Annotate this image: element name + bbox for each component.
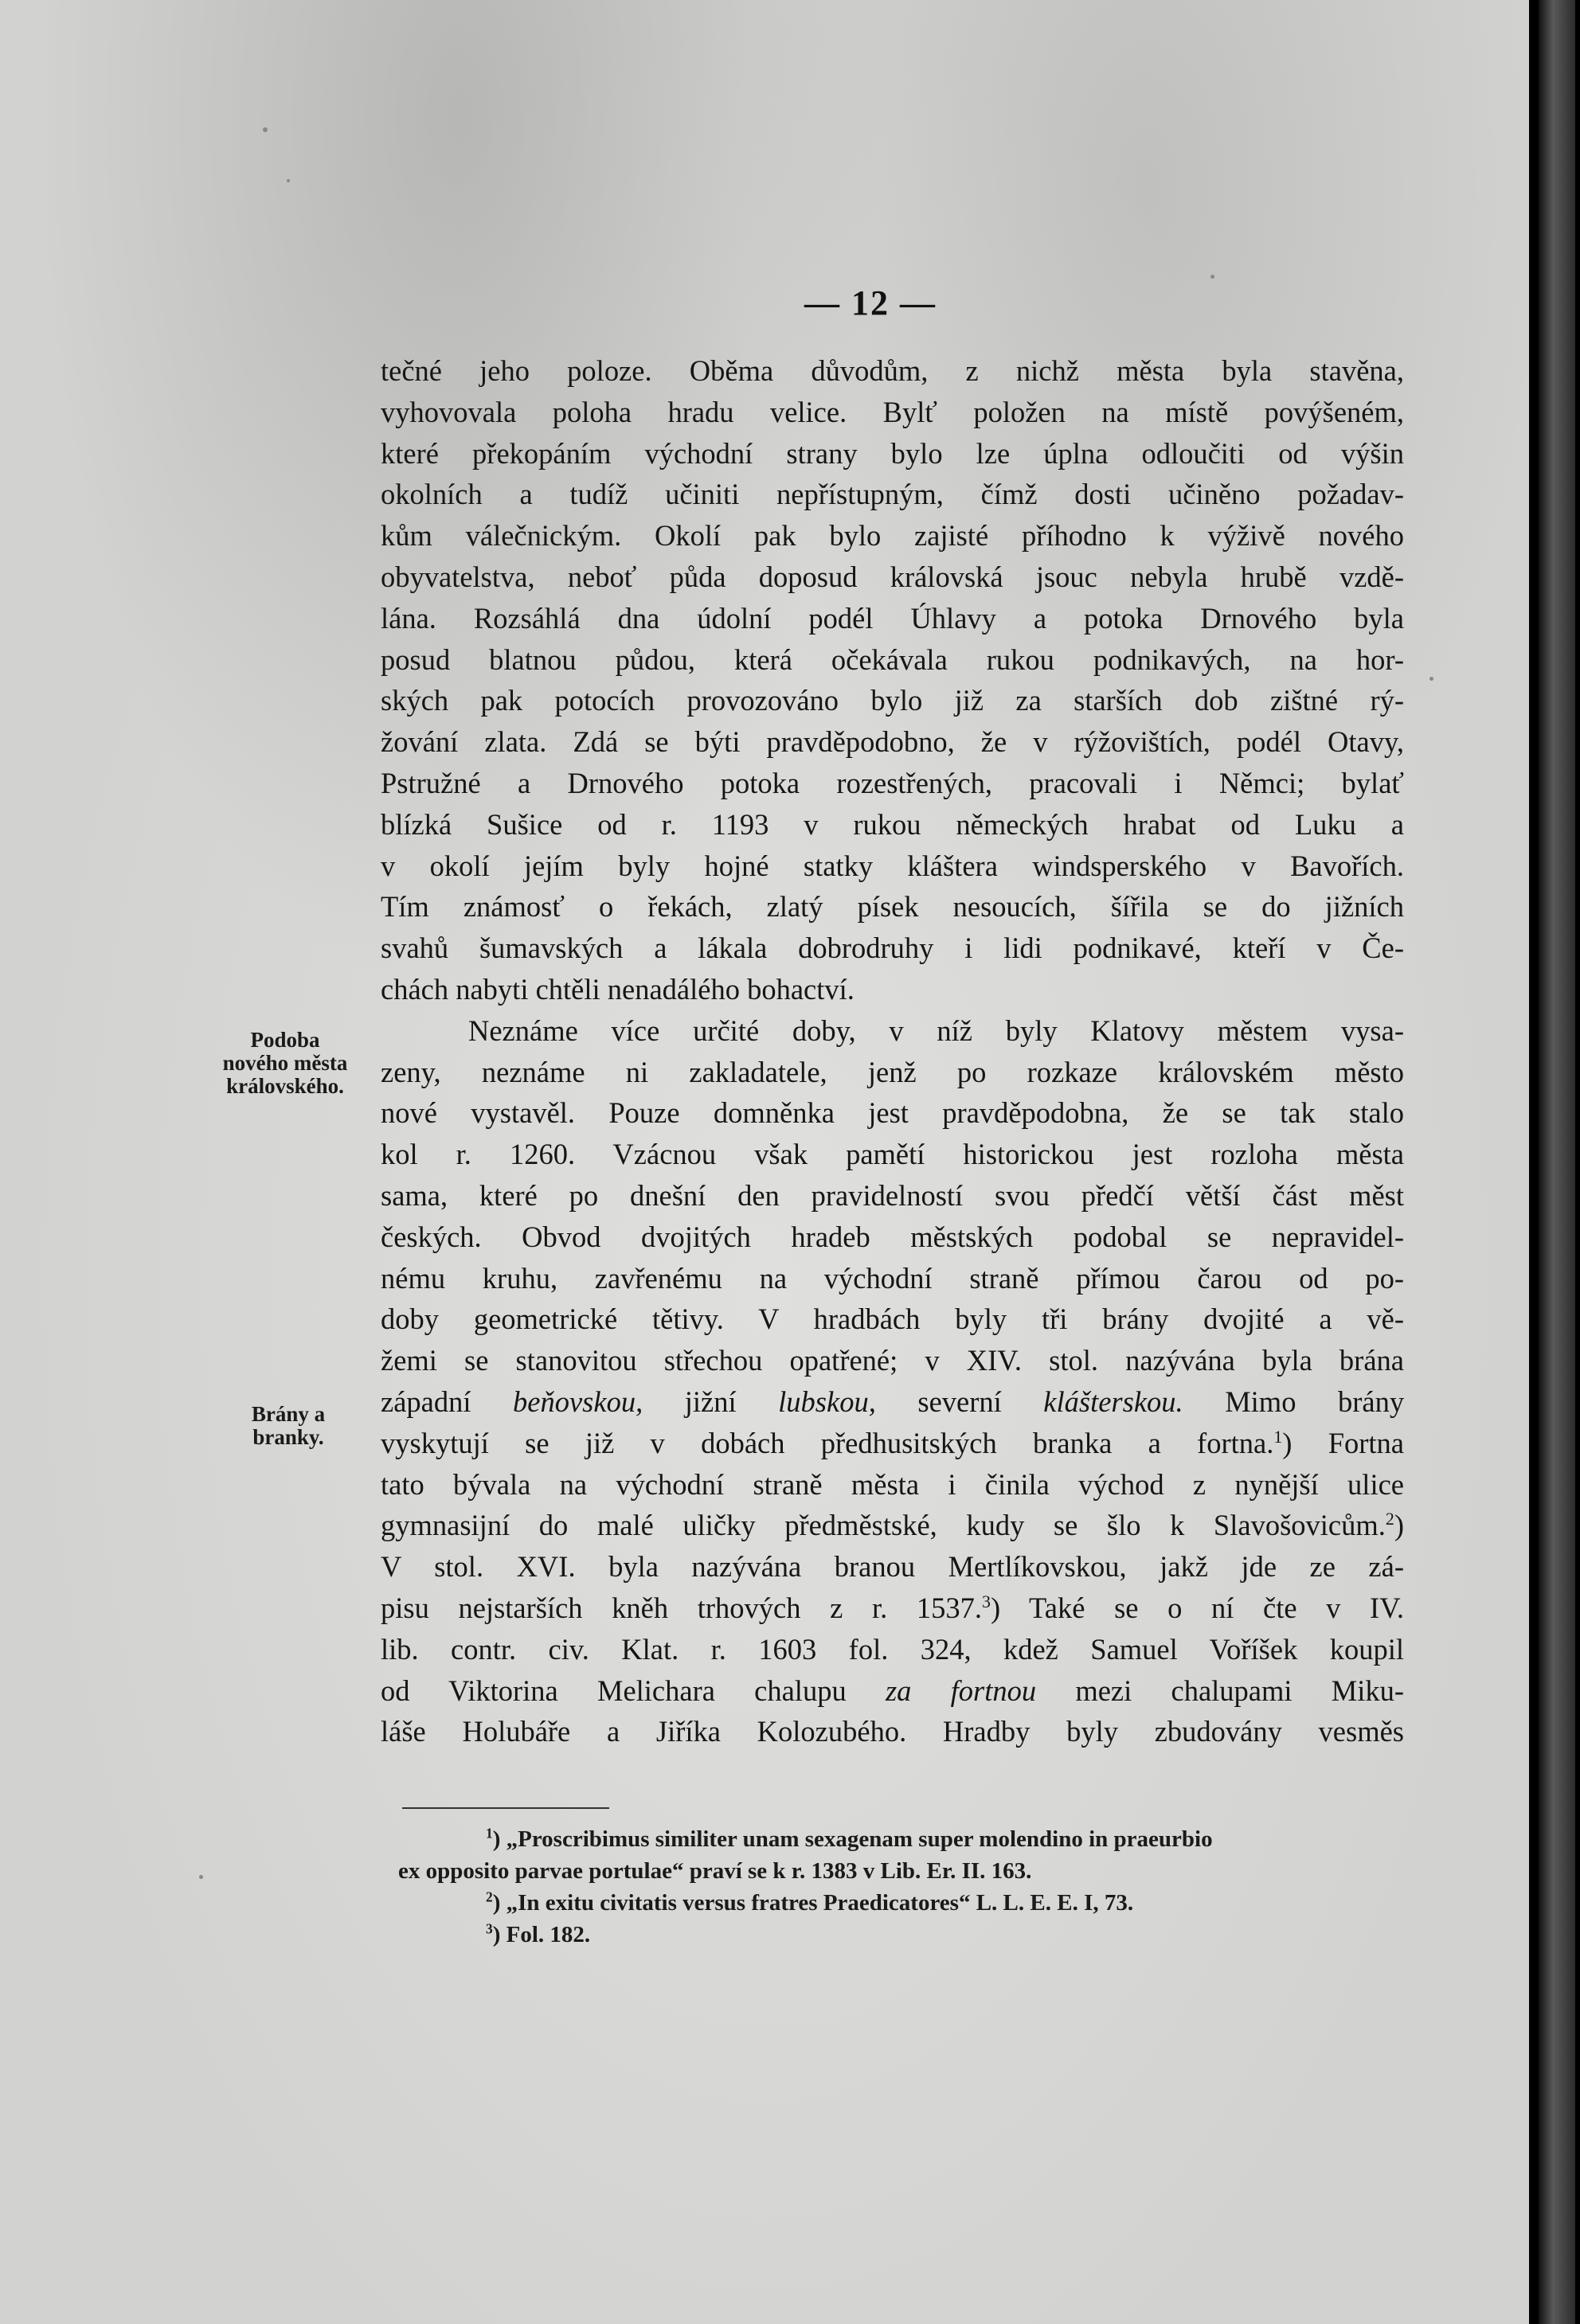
margin-note-line: Brány a	[251, 1402, 326, 1426]
footnote-1-line	[398, 1823, 1402, 1855]
text-line: láše Holubáře a Jiříka Kolozubého. Hradby byly zbudovány vesměs	[381, 1715, 1404, 1748]
footnote-rule	[402, 1807, 609, 1809]
paper-speck	[263, 127, 268, 132]
text-fragment: )	[1394, 1509, 1404, 1542]
margin-note-line: nového města	[222, 1051, 348, 1075]
text-line	[381, 1423, 1404, 1464]
text-line: žemi se stanovitou střechou opatřené; v XIV. stol. nazývána byla brána	[381, 1344, 1404, 1377]
paper-speck	[1429, 677, 1433, 681]
margin-note-line: branky.	[252, 1425, 324, 1449]
text-fragment: ) Také se o ní čte v IV.	[990, 1591, 1404, 1624]
text-line: doby geometrické tětivy. V hradbách byly tři brány dvojité a vě-	[381, 1303, 1404, 1336]
text-fragment: )	[1282, 1426, 1293, 1459]
footnote-ref: 3	[981, 1591, 991, 1611]
text-fragment: gymnasijní do malé uličky předměstské, kudy se šlo k Slavošovicům.	[381, 1509, 1386, 1542]
text-line: nému kruhu, zavřenému na východní straně přímou čarou od po-	[381, 1261, 1404, 1295]
margin-note-gates	[201, 1403, 376, 1449]
margin-note-line: Podoba	[250, 1028, 320, 1052]
text-line: Neznáme více určité doby, v níž byly Klatovy městem vysa-	[468, 1014, 1404, 1047]
emphasis-za-fortnou: za fortnou	[885, 1674, 1037, 1707]
text-line: vyhovovala poloha hradu velice. Bylť položen na místě povýšeném,	[381, 395, 1404, 428]
text-line: českých. Obvod dvojitých hradeb městských podobal se nepravidel-	[381, 1220, 1404, 1253]
text-line: nové vystavěl. Pouze domněnka jest pravděpodobna, že se tak stalo	[381, 1096, 1404, 1130]
footnote-mark: 2	[486, 1888, 493, 1905]
text-line: blízká Sušice od r. 1193 v rukou německých hrabat od Luku a	[381, 807, 1404, 841]
gate-name-lubska: lubskou,	[778, 1385, 876, 1418]
footnote-text: ) Fol. 182.	[492, 1922, 591, 1947]
text-line: které překopáním východní strany bylo lze úplna odloučiti od výšin	[381, 436, 1404, 470]
text-fragment: jižní	[684, 1385, 737, 1418]
book-spine-edge	[1529, 0, 1580, 2324]
main-text	[381, 350, 1404, 1752]
text-line: lib. contr. civ. Klat. r. 1603 fol. 324, kdež Samuel Voříšek koupil	[381, 1632, 1404, 1666]
text-line: Pstružné a Drnového potoka rozestřených, pracovali i Němci; bylať	[381, 766, 1404, 799]
paper-speck	[287, 179, 290, 182]
text-line: žování zlata. Zdá se býti pravděpodobno, že v rýžovištích, podél Otavy,	[381, 725, 1404, 759]
footnote-3	[398, 1919, 1402, 1951]
margin-note-new-town	[198, 1029, 373, 1098]
gate-name-benovska: beňovskou,	[513, 1385, 643, 1418]
text-line: tečné jeho poloze. Oběma důvodům, z nichž města byla stavěna,	[381, 354, 1404, 387]
text-line: lána. Rozsáhlá dna údolní podél Úhlavy a potoka Drnového byla	[381, 601, 1404, 635]
footnote-mark: 1	[486, 1825, 493, 1842]
text-fragment: pisu nejstarších kněh trhových z r. 1537.	[381, 1591, 982, 1624]
text-fragment: západní	[381, 1385, 471, 1418]
text-fragment: Fortna	[1292, 1426, 1404, 1459]
text-line: chách nabyti chtěli nenadálého bohactví.	[381, 972, 855, 1006]
margin-note-line: královského.	[226, 1074, 344, 1098]
text-line: V stol. XVI. byla nazývána branou Mertlíkovskou, jakž jde ze zá-	[381, 1550, 1404, 1584]
footnote-1-line: ex opposito parvae portulae“ praví se k r. 1383 v Lib. Er. II. 163.	[398, 1858, 1032, 1884]
footnote-ref: 2	[1385, 1509, 1394, 1529]
text-line: v okolí jejím byly hojné statky kláštera windsperského v Bavořích.	[381, 849, 1404, 882]
footnotes	[398, 1823, 1402, 1951]
text-fragment: Mimo brány	[1225, 1385, 1405, 1418]
page-number: — 12 —	[804, 283, 937, 322]
gate-name-klasterska: klášterskou.	[1043, 1385, 1183, 1418]
text-fragment: vyskytují se již v dobách předhusitských branka a fortna.	[381, 1426, 1274, 1459]
footnote-text: ) „In exitu civitatis versus fratres Praedicatores“ L. L. E. E. I, 73.	[492, 1890, 1134, 1916]
text-fragment: severní	[917, 1385, 1002, 1418]
text-line	[381, 1505, 1404, 1546]
text-line: posud blatnou půdou, která očekávala rukou podnikavých, na hor-	[381, 643, 1404, 676]
text-line: okolních a tudíž učiniti nepřístupným, čímž dosti učiněno požadav-	[381, 478, 1404, 511]
footnote-2	[398, 1887, 1402, 1919]
text-line: Tím známosť o řekách, zlatý písek nesoucích, šířila se do jižních	[381, 890, 1404, 924]
adjacent-page-strip	[1539, 0, 1575, 2324]
paper-speck	[1210, 275, 1214, 279]
text-line: ských pak potocích provozováno bylo již za starších dob zištné rý-	[381, 684, 1404, 717]
text-line: kol r. 1260. Vzácnou však pamětí historickou jest rozloha města	[381, 1138, 1404, 1171]
text-line: obyvatelstva, neboť půda doposud královská jsouc nebyla hrubě vzdě-	[381, 560, 1404, 593]
paper-speck	[199, 1875, 203, 1879]
text-fragment: mezi chalupami Miku-	[1075, 1674, 1404, 1707]
footnote-ref: 1	[1273, 1426, 1283, 1447]
text-line	[381, 1588, 1404, 1629]
text-fragment: od Viktorina Melichara chalupu	[381, 1674, 847, 1707]
text-line: zeny, neznáme ni zakladatele, jenž po rozkaze královském město	[381, 1055, 1404, 1088]
footnote-mark: 3	[486, 1920, 493, 1937]
text-line: sama, které po dnešní den pravidelností svou předčí větší část měst	[381, 1178, 1404, 1212]
text-line-gates	[381, 1381, 1404, 1423]
text-line: svahů šumavských a lákala dobrodruhy i lidi podnikavé, kteří v Če-	[381, 932, 1404, 965]
text-line: tato bývala na východní straně města i činila východ z nynější ulice	[381, 1467, 1404, 1501]
footnote-text: ) „Proscribimus similiter unam sexagenam super molendino in praeurbio	[492, 1826, 1213, 1852]
text-line-fortnou	[381, 1670, 1404, 1712]
text-line: kům válečnickým. Okolí pak bylo zajisté příhodno k výživě nového	[381, 519, 1404, 553]
